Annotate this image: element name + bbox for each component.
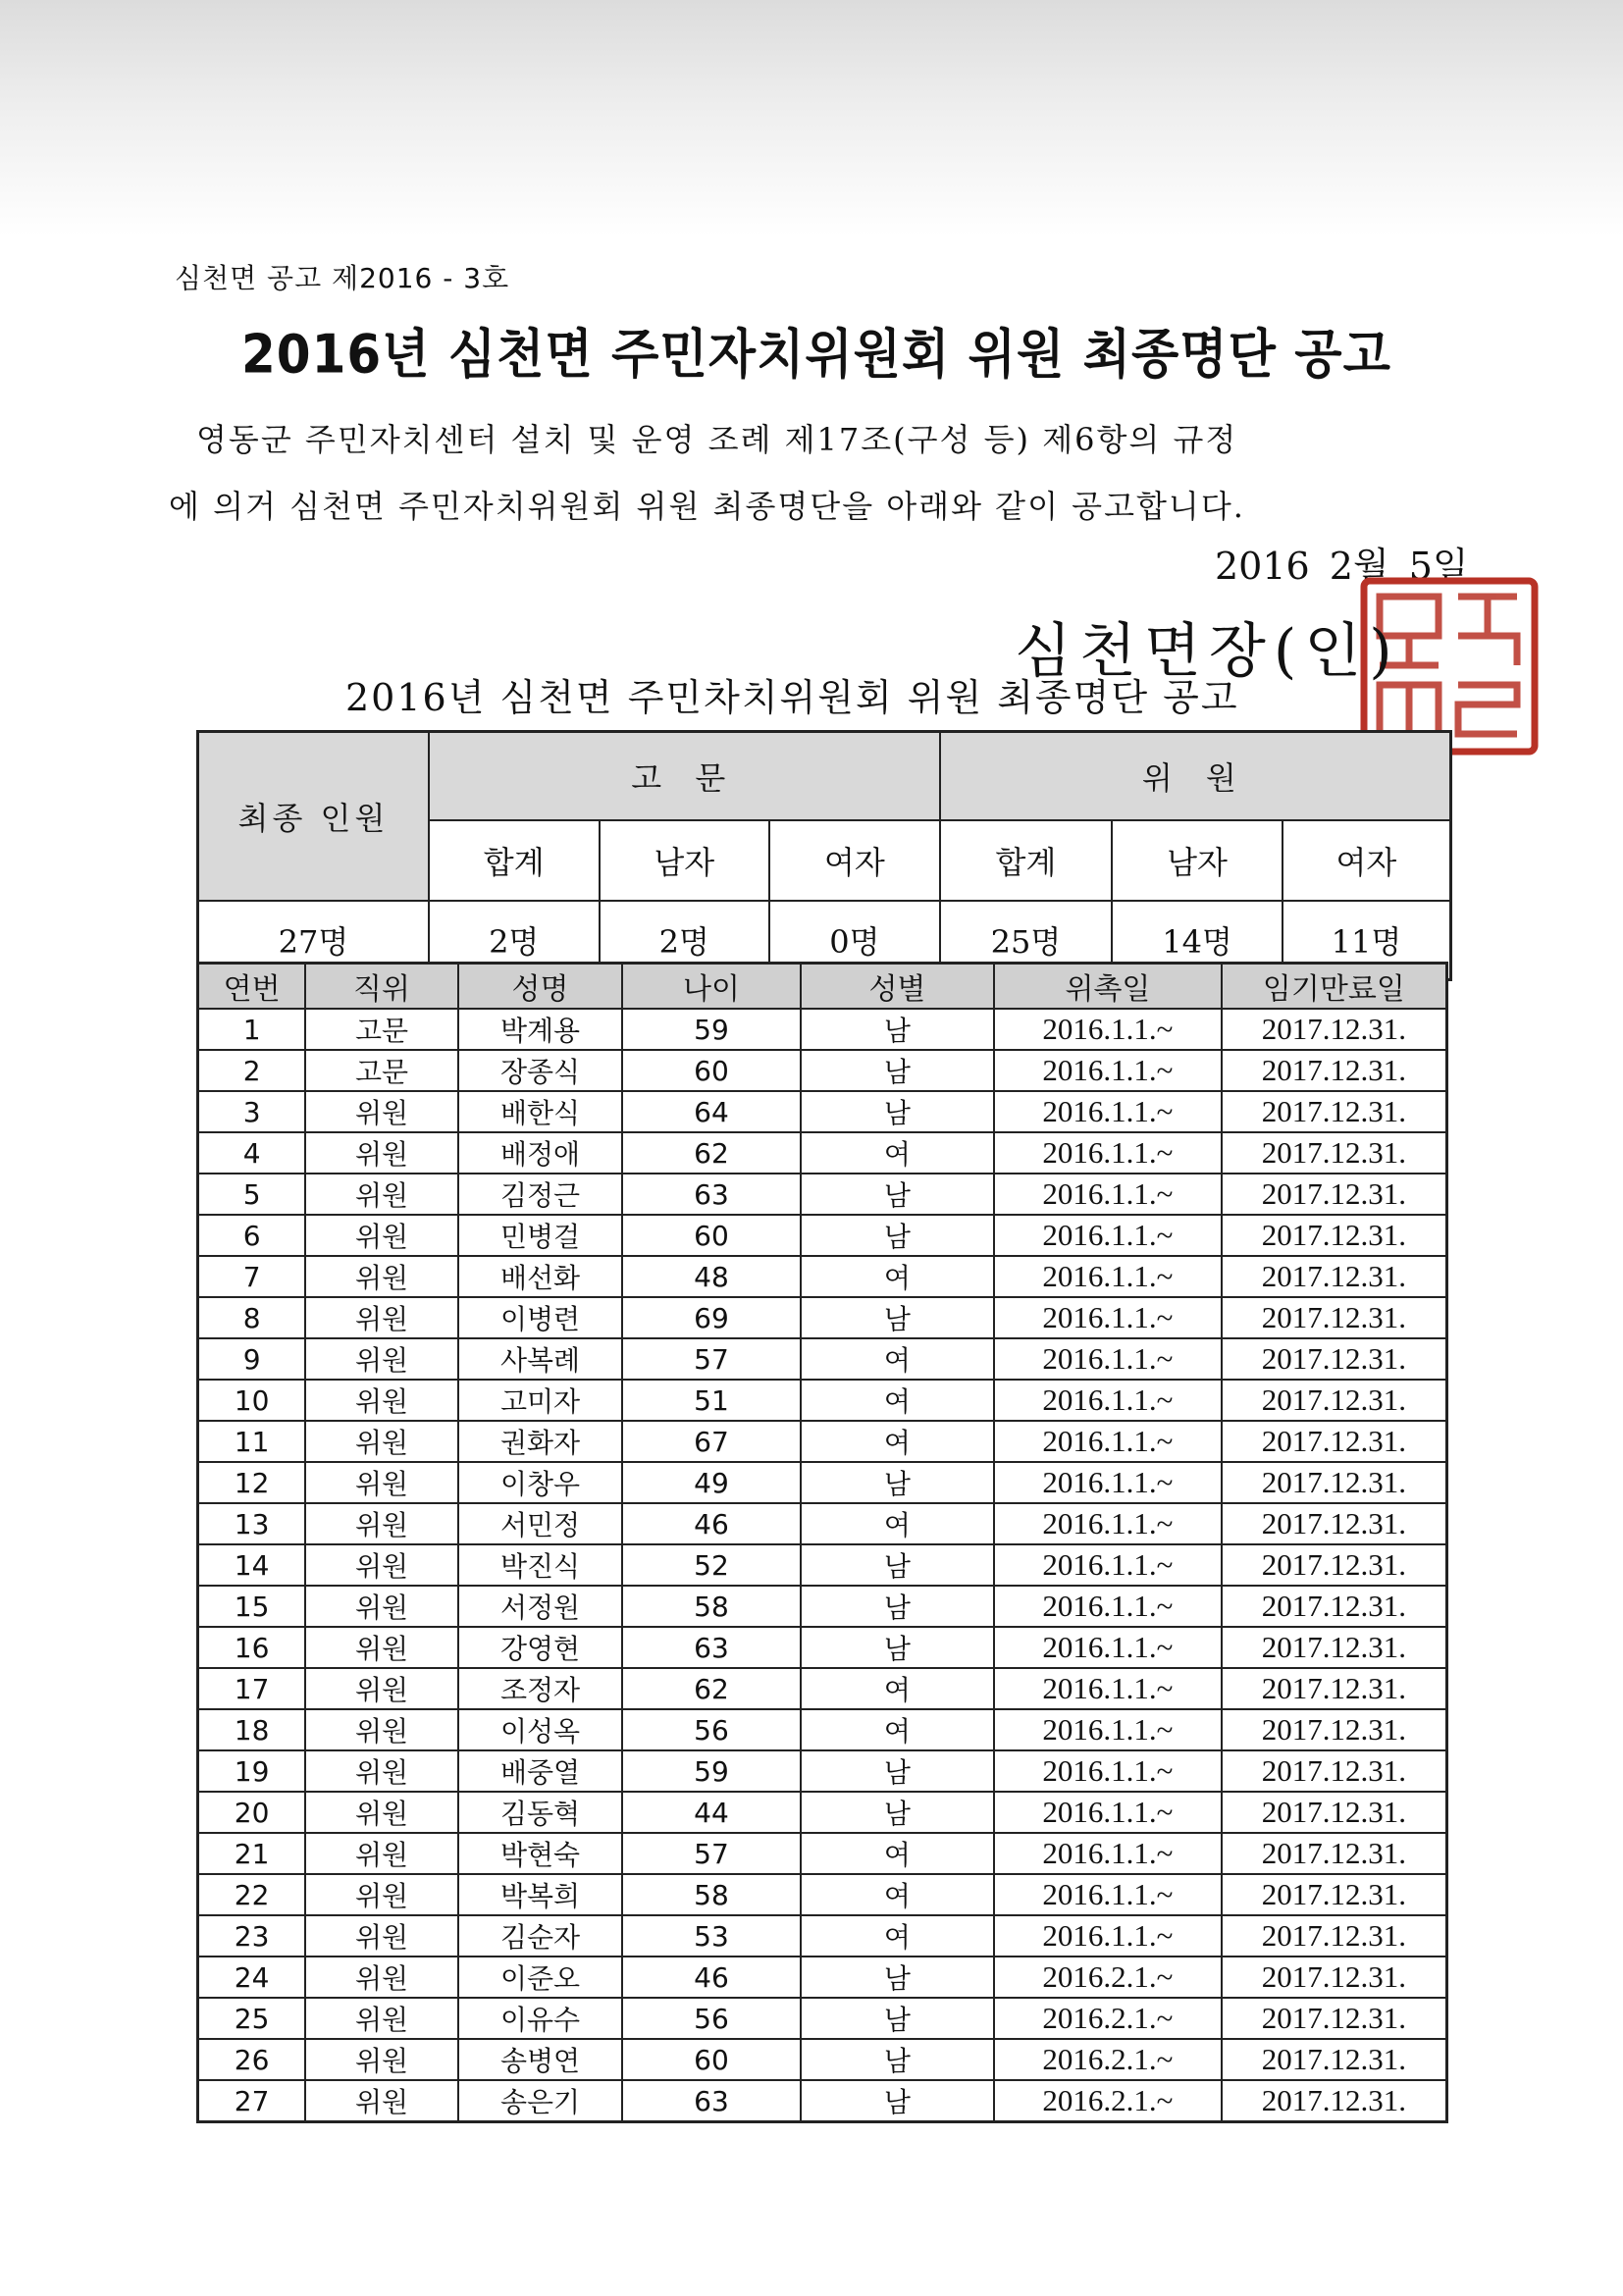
cell-position: 위원 [305, 1215, 458, 1256]
cell-gender: 여 [801, 1874, 994, 1915]
cell-name: 김정근 [458, 1174, 623, 1215]
table-row [198, 1957, 1447, 1998]
cell-term-end: 2017.12.31. [1222, 1874, 1447, 1915]
cell-age: 63 [622, 1174, 800, 1215]
cell-age: 60 [622, 1215, 800, 1256]
cell-age: 58 [622, 1874, 800, 1915]
cell-position: 위원 [305, 1915, 458, 1957]
cell-gender: 남 [801, 2039, 994, 2080]
table-row [198, 1256, 1447, 1297]
cell-index: 7 [198, 1256, 306, 1297]
cell-index: 19 [198, 1750, 306, 1792]
cell-index: 26 [198, 2039, 306, 2080]
summary-subheader: 남자 [1112, 820, 1283, 901]
cell-age: 46 [622, 1503, 800, 1544]
summary-subheader: 합계 [429, 820, 600, 901]
cell-term-end: 2017.12.31. [1222, 1091, 1447, 1132]
cell-term-end: 2017.12.31. [1222, 1338, 1447, 1380]
cell-term-end: 2017.12.31. [1222, 1462, 1447, 1503]
table-row [198, 1998, 1447, 2039]
cell-index: 16 [198, 1627, 306, 1668]
cell-position: 위원 [305, 1256, 458, 1297]
cell-term-end: 2017.12.31. [1222, 1132, 1447, 1174]
cell-index: 6 [198, 1215, 306, 1256]
cell-gender: 남 [801, 1297, 994, 1338]
cell-gender: 여 [801, 1256, 994, 1297]
cell-age: 44 [622, 1792, 800, 1833]
cell-gender: 남 [801, 1957, 994, 1998]
cell-position: 위원 [305, 1874, 458, 1915]
table-row [198, 2080, 1447, 2122]
cell-age: 48 [622, 1256, 800, 1297]
cell-name: 배선화 [458, 1256, 623, 1297]
cell-appointed-date: 2016.1.1.~ [994, 1215, 1222, 1256]
cell-name: 민병걸 [458, 1215, 623, 1256]
cell-name: 김동혁 [458, 1792, 623, 1833]
cell-term-end: 2017.12.31. [1222, 1297, 1447, 1338]
cell-name: 이성옥 [458, 1709, 623, 1750]
cell-index: 4 [198, 1132, 306, 1174]
cell-position: 위원 [305, 1627, 458, 1668]
cell-index: 23 [198, 1915, 306, 1957]
cell-gender: 여 [801, 1421, 994, 1462]
cell-term-end: 2017.12.31. [1222, 1503, 1447, 1544]
cell-position: 위원 [305, 1503, 458, 1544]
cell-term-end: 2017.12.31. [1222, 1380, 1447, 1421]
table-row [198, 1874, 1447, 1915]
cell-age: 53 [622, 1915, 800, 1957]
cell-appointed-date: 2016.1.1.~ [994, 1009, 1222, 1050]
cell-appointed-date: 2016.1.1.~ [994, 1874, 1222, 1915]
cell-age: 64 [622, 1091, 800, 1132]
summary-value: 25명 [940, 901, 1113, 980]
cell-age: 56 [622, 1998, 800, 2039]
cell-term-end: 2017.12.31. [1222, 2039, 1447, 2080]
cell-gender: 여 [801, 1132, 994, 1174]
cell-appointed-date: 2016.1.1.~ [994, 1668, 1222, 1709]
intro-line-1: 영동군 주민자치센터 설치 및 운영 조례 제17조(구성 등) 제6항의 규정 [196, 421, 1238, 458]
table-row [198, 1215, 1447, 1256]
cell-term-end: 2017.12.31. [1222, 1215, 1447, 1256]
cell-gender: 여 [801, 1709, 994, 1750]
table-row [198, 1503, 1447, 1544]
cell-age: 59 [622, 1750, 800, 1792]
cell-gender: 남 [801, 1009, 994, 1050]
cell-appointed-date: 2016.1.1.~ [994, 1833, 1222, 1874]
cell-index: 25 [198, 1998, 306, 2039]
cell-name: 박진식 [458, 1544, 623, 1586]
notice-date: 2016 2월 5일 [1215, 545, 1469, 588]
cell-gender: 남 [801, 1544, 994, 1586]
cell-index: 11 [198, 1421, 306, 1462]
cell-position: 위원 [305, 1750, 458, 1792]
cell-appointed-date: 2016.1.1.~ [994, 1256, 1222, 1297]
cell-index: 24 [198, 1957, 306, 1998]
cell-appointed-date: 2016.1.1.~ [994, 1586, 1222, 1627]
cell-position: 위원 [305, 1421, 458, 1462]
cell-age: 56 [622, 1709, 800, 1750]
cell-position: 위원 [305, 1709, 458, 1750]
column-header: 임기만료일 [1222, 964, 1447, 1010]
cell-index: 12 [198, 1462, 306, 1503]
cell-term-end: 2017.12.31. [1222, 1544, 1447, 1586]
table-row [198, 1009, 1447, 1050]
cell-appointed-date: 2016.1.1.~ [994, 1421, 1222, 1462]
cell-age: 46 [622, 1957, 800, 1998]
cell-name: 박현숙 [458, 1833, 623, 1874]
page-title: 2016년 심천면 주민자치위원회 위원 최종명단 공고 [241, 323, 1391, 386]
cell-name: 배중열 [458, 1750, 623, 1792]
cell-age: 67 [622, 1421, 800, 1462]
cell-term-end: 2017.12.31. [1222, 1586, 1447, 1627]
cell-gender: 여 [801, 1338, 994, 1380]
cell-term-end: 2017.12.31. [1222, 1998, 1447, 2039]
table-row [198, 1462, 1447, 1503]
cell-appointed-date: 2016.2.1.~ [994, 2039, 1222, 2080]
cell-gender: 남 [801, 1586, 994, 1627]
cell-name: 사복례 [458, 1338, 623, 1380]
cell-index: 18 [198, 1709, 306, 1750]
roster-header-row [198, 964, 1447, 1010]
cell-gender: 여 [801, 1668, 994, 1709]
column-header: 나이 [622, 964, 800, 1010]
summary-table [196, 730, 1452, 981]
cell-index: 1 [198, 1009, 306, 1050]
cell-gender: 여 [801, 1503, 994, 1544]
table-row [198, 1050, 1447, 1091]
table-row [198, 1833, 1447, 1874]
cell-age: 58 [622, 1586, 800, 1627]
cell-name: 배한식 [458, 1091, 623, 1132]
cell-name: 이병련 [458, 1297, 623, 1338]
cell-position: 위원 [305, 1462, 458, 1503]
cell-name: 이유수 [458, 1998, 623, 2039]
table-row [198, 1709, 1447, 1750]
cell-appointed-date: 2016.1.1.~ [994, 1709, 1222, 1750]
cell-position: 위원 [305, 1586, 458, 1627]
table-row [198, 1668, 1447, 1709]
cell-position: 위원 [305, 1132, 458, 1174]
cell-age: 49 [622, 1462, 800, 1503]
cell-index: 21 [198, 1833, 306, 1874]
cell-appointed-date: 2016.1.1.~ [994, 1174, 1222, 1215]
cell-age: 62 [622, 1668, 800, 1709]
cell-term-end: 2017.12.31. [1222, 1627, 1447, 1668]
cell-gender: 남 [801, 1050, 994, 1091]
cell-index: 22 [198, 1874, 306, 1915]
cell-age: 57 [622, 1833, 800, 1874]
cell-position: 고문 [305, 1009, 458, 1050]
summary-subheader: 여자 [1283, 820, 1451, 901]
table-row [198, 1627, 1447, 1668]
cell-appointed-date: 2016.1.1.~ [994, 1297, 1222, 1338]
summary-subheader: 합계 [940, 820, 1113, 901]
cell-appointed-date: 2016.1.1.~ [994, 1627, 1222, 1668]
cell-term-end: 2017.12.31. [1222, 1009, 1447, 1050]
cell-gender: 남 [801, 1998, 994, 2039]
cell-term-end: 2017.12.31. [1222, 1256, 1447, 1297]
cell-gender: 남 [801, 1627, 994, 1668]
cell-gender: 남 [801, 1091, 994, 1132]
signatory: 심천면장(인) [1015, 617, 1400, 686]
cell-term-end: 2017.12.31. [1222, 1050, 1447, 1091]
cell-position: 위원 [305, 1957, 458, 1998]
cell-name: 장종식 [458, 1050, 623, 1091]
cell-position: 위원 [305, 1998, 458, 2039]
table-row [198, 1297, 1447, 1338]
cell-term-end: 2017.12.31. [1222, 1174, 1447, 1215]
scan-shading [0, 0, 1623, 235]
summary-value: 0명 [769, 901, 940, 980]
cell-index: 13 [198, 1503, 306, 1544]
cell-gender: 남 [801, 1792, 994, 1833]
cell-appointed-date: 2016.1.1.~ [994, 1132, 1222, 1174]
summary-advisor-label: 고 문 [429, 732, 940, 821]
cell-appointed-date: 2016.1.1.~ [994, 1750, 1222, 1792]
cell-age: 63 [622, 2080, 800, 2122]
cell-name: 서정원 [458, 1586, 623, 1627]
cell-position: 위원 [305, 1174, 458, 1215]
cell-age: 57 [622, 1338, 800, 1380]
summary-value: 11명 [1283, 901, 1451, 980]
cell-index: 14 [198, 1544, 306, 1586]
cell-gender: 남 [801, 2080, 994, 2122]
cell-index: 5 [198, 1174, 306, 1215]
cell-name: 고미자 [458, 1380, 623, 1421]
cell-position: 위원 [305, 1380, 458, 1421]
cell-age: 59 [622, 1009, 800, 1050]
cell-gender: 남 [801, 1174, 994, 1215]
summary-member-label: 위 원 [940, 732, 1451, 821]
cell-term-end: 2017.12.31. [1222, 1421, 1447, 1462]
cell-appointed-date: 2016.1.1.~ [994, 1091, 1222, 1132]
cell-term-end: 2017.12.31. [1222, 1709, 1447, 1750]
cell-appointed-date: 2016.2.1.~ [994, 1957, 1222, 1998]
summary-total-label: 최종 인원 [198, 732, 429, 902]
cell-appointed-date: 2016.1.1.~ [994, 1915, 1222, 1957]
table-row [198, 1174, 1447, 1215]
cell-age: 69 [622, 1297, 800, 1338]
cell-term-end: 2017.12.31. [1222, 1792, 1447, 1833]
doc-number: 심천면 공고 제2016 - 3호 [175, 262, 510, 294]
cell-position: 위원 [305, 2039, 458, 2080]
cell-name: 김순자 [458, 1915, 623, 1957]
cell-appointed-date: 2016.1.1.~ [994, 1792, 1222, 1833]
cell-name: 이창우 [458, 1462, 623, 1503]
summary-value: 2명 [429, 901, 600, 980]
cell-term-end: 2017.12.31. [1222, 1957, 1447, 1998]
summary-subheader: 남자 [600, 820, 770, 901]
cell-name: 박복희 [458, 1874, 623, 1915]
cell-name: 박계용 [458, 1009, 623, 1050]
cell-gender: 남 [801, 1750, 994, 1792]
table-row [198, 1132, 1447, 1174]
cell-term-end: 2017.12.31. [1222, 1833, 1447, 1874]
cell-index: 17 [198, 1668, 306, 1709]
cell-appointed-date: 2016.1.1.~ [994, 1503, 1222, 1544]
cell-gender: 여 [801, 1915, 994, 1957]
table-row [198, 1338, 1447, 1380]
summary-value: 2명 [600, 901, 770, 980]
summary-value: 14명 [1112, 901, 1283, 980]
cell-gender: 남 [801, 1215, 994, 1256]
cell-position: 위원 [305, 1297, 458, 1338]
cell-position: 위원 [305, 1792, 458, 1833]
cell-age: 63 [622, 1627, 800, 1668]
cell-name: 송은기 [458, 2080, 623, 2122]
roster-body [198, 1009, 1447, 2122]
cell-position: 위원 [305, 1668, 458, 1709]
cell-age: 62 [622, 1132, 800, 1174]
sub-title: 2016년 심천면 주민차치위원회 위원 최종명단 공고 [345, 676, 1239, 719]
cell-age: 60 [622, 1050, 800, 1091]
table-row [198, 1544, 1447, 1586]
table-row [198, 1586, 1447, 1627]
cell-age: 60 [622, 2039, 800, 2080]
table-row [198, 1750, 1447, 1792]
cell-name: 송병연 [458, 2039, 623, 2080]
column-header: 연번 [198, 964, 306, 1010]
cell-name: 서민정 [458, 1503, 623, 1544]
cell-appointed-date: 2016.2.1.~ [994, 2080, 1222, 2122]
cell-index: 27 [198, 2080, 306, 2122]
cell-position: 고문 [305, 1050, 458, 1091]
cell-appointed-date: 2016.2.1.~ [994, 1998, 1222, 2039]
cell-term-end: 2017.12.31. [1222, 1915, 1447, 1957]
cell-appointed-date: 2016.1.1.~ [994, 1462, 1222, 1503]
cell-gender: 남 [801, 1462, 994, 1503]
cell-position: 위원 [305, 1338, 458, 1380]
cell-index: 9 [198, 1338, 306, 1380]
intro-line-2: 에 의거 심천면 주민자치위원회 위원 최종명단을 아래와 같이 공고합니다. [169, 488, 1245, 525]
column-header: 성명 [458, 964, 623, 1010]
column-header: 직위 [305, 964, 458, 1010]
column-header: 성별 [801, 964, 994, 1010]
table-row [198, 2039, 1447, 2080]
table-row [198, 1421, 1447, 1462]
cell-name: 권화자 [458, 1421, 623, 1462]
cell-gender: 여 [801, 1833, 994, 1874]
cell-age: 52 [622, 1544, 800, 1586]
cell-index: 15 [198, 1586, 306, 1627]
summary-value: 27명 [198, 901, 429, 980]
cell-name: 이준오 [458, 1957, 623, 1998]
cell-term-end: 2017.12.31. [1222, 2080, 1447, 2122]
cell-name: 배정애 [458, 1132, 623, 1174]
cell-index: 10 [198, 1380, 306, 1421]
cell-index: 20 [198, 1792, 306, 1833]
roster-table [196, 962, 1448, 2123]
cell-appointed-date: 2016.1.1.~ [994, 1544, 1222, 1586]
cell-appointed-date: 2016.1.1.~ [994, 1050, 1222, 1091]
cell-position: 위원 [305, 2080, 458, 2122]
cell-age: 51 [622, 1380, 800, 1421]
cell-index: 3 [198, 1091, 306, 1132]
cell-position: 위원 [305, 1091, 458, 1132]
cell-index: 2 [198, 1050, 306, 1091]
summary-subheader: 여자 [769, 820, 940, 901]
cell-term-end: 2017.12.31. [1222, 1750, 1447, 1792]
cell-position: 위원 [305, 1544, 458, 1586]
cell-appointed-date: 2016.1.1.~ [994, 1338, 1222, 1380]
table-row [198, 1091, 1447, 1132]
cell-index: 8 [198, 1297, 306, 1338]
cell-appointed-date: 2016.1.1.~ [994, 1380, 1222, 1421]
column-header: 위촉일 [994, 964, 1222, 1010]
cell-term-end: 2017.12.31. [1222, 1668, 1447, 1709]
intro-paragraph [169, 406, 1531, 540]
cell-name: 강영현 [458, 1627, 623, 1668]
table-row [198, 1915, 1447, 1957]
table-row [198, 1792, 1447, 1833]
cell-gender: 여 [801, 1380, 994, 1421]
table-row [198, 1380, 1447, 1421]
cell-name: 조정자 [458, 1668, 623, 1709]
cell-position: 위원 [305, 1833, 458, 1874]
